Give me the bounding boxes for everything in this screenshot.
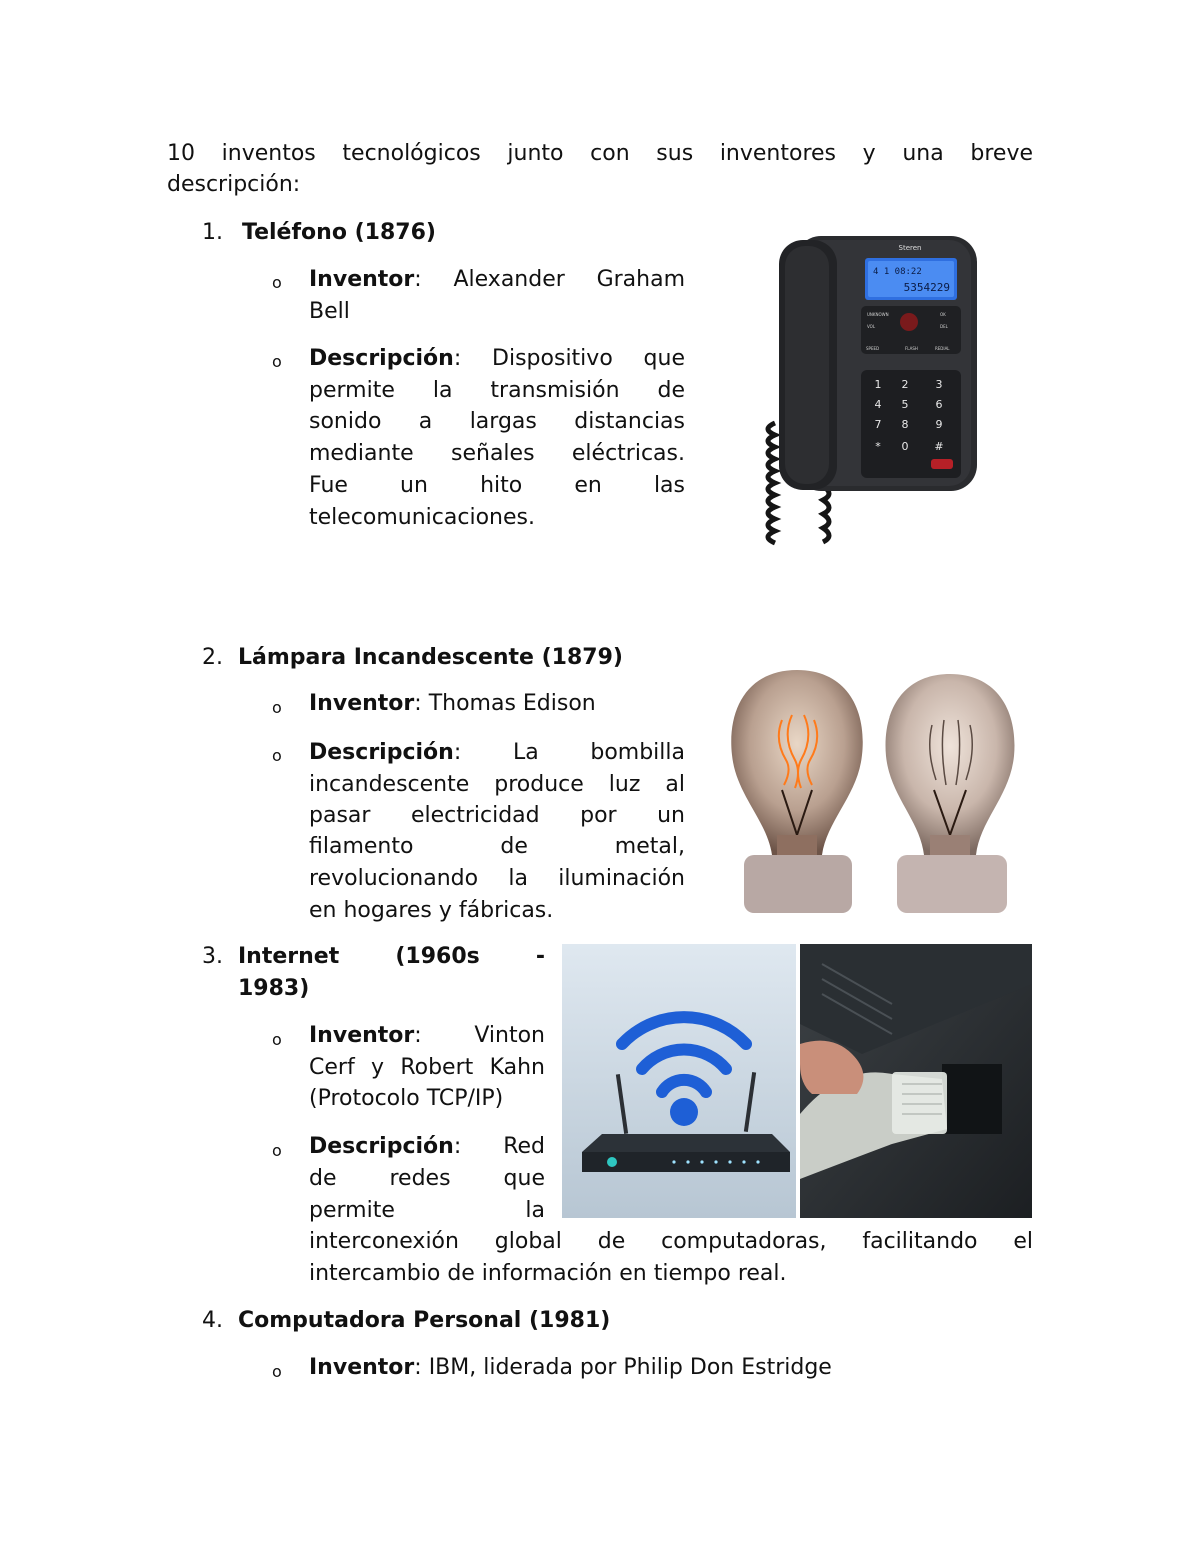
svg-text:FLASH: FLASH	[905, 346, 918, 351]
item-title: 1983)	[238, 976, 310, 1001]
bullet-icon: o	[272, 1362, 282, 1381]
phone-key: #	[934, 440, 944, 453]
desc-text: Fue un hito en las	[309, 473, 685, 498]
inventor-text: Alexander Graham	[453, 267, 685, 292]
desc-text: telecomunicaciones.	[309, 505, 535, 530]
phone-key: 4	[874, 398, 882, 411]
inventor-text: Vinton	[474, 1023, 545, 1048]
desc-text: permite la transmisión de	[309, 378, 685, 403]
desc-text: Dispositivo que	[492, 346, 686, 371]
label-sep: :	[414, 267, 422, 292]
svg-text:DEL: DEL	[940, 324, 948, 329]
svg-text:UNKNOWN: UNKNOWN	[867, 312, 889, 317]
phone-key: 0	[901, 440, 909, 453]
item-title: Internet (1960s -	[238, 944, 545, 969]
label-sep: :	[453, 1134, 462, 1159]
desc-text: incandescente produce luz al	[309, 772, 685, 797]
inventor-label: Inventor	[309, 267, 415, 292]
desc-label: Descripción	[309, 1134, 454, 1159]
desc-label: Descripción	[309, 346, 454, 371]
label-sep: :	[414, 1023, 422, 1048]
wifi-router-and-ethernet-image	[562, 944, 1032, 1218]
label-sep: :	[414, 691, 422, 716]
phone-key: *	[875, 440, 881, 453]
svg-text:VOL: VOL	[867, 324, 876, 329]
svg-text:REDIAL: REDIAL	[935, 346, 950, 351]
svg-text:SPEED: SPEED	[866, 346, 880, 351]
intro-line-1: 10 inventos tecnológicos junto con sus inventores y una breve	[167, 141, 1033, 166]
bullet-icon: o	[272, 746, 282, 765]
desc-line	[309, 737, 685, 769]
desc-line	[309, 343, 685, 375]
inventor-label: Inventor	[309, 1355, 415, 1380]
bullet-icon: o	[272, 352, 282, 371]
intro-line-2: descripción:	[167, 172, 301, 197]
item-number: 3.	[202, 944, 223, 969]
bullet-icon: o	[272, 698, 282, 717]
desc-text: filamento de metal,	[309, 834, 685, 859]
phone-key: 3	[935, 378, 943, 391]
item-title: Teléfono (1876)	[242, 220, 436, 245]
inventor-label: Inventor	[309, 1023, 415, 1048]
inventor-text: (Protocolo TCP/IP)	[309, 1086, 504, 1111]
label-sep: :	[414, 1355, 422, 1380]
desc-text: sonido a largas distancias	[309, 409, 685, 434]
inventor-line	[309, 264, 685, 296]
light-bulbs-image	[722, 660, 1032, 913]
inventor-line	[309, 688, 596, 720]
desc-label: Descripción	[309, 740, 454, 765]
desc-text: La bombilla	[512, 740, 685, 765]
desc-text: Red	[503, 1134, 545, 1159]
bullet-icon: o	[272, 273, 282, 292]
desc-text: de redes que	[309, 1166, 545, 1191]
phone-brand: Steren	[898, 244, 922, 252]
bullet-icon: o	[272, 1141, 282, 1160]
inventor-label: Inventor	[309, 691, 415, 716]
phone-key: 8	[901, 418, 909, 431]
desc-text: permite la	[309, 1198, 545, 1223]
phone-key: 1	[874, 378, 882, 391]
inventor-text: IBM, liderada por Philip Don Estridge	[428, 1355, 832, 1380]
phone-screen-number: 5354229	[903, 281, 950, 294]
inventor-text: Bell	[309, 299, 350, 324]
phone-key: 9	[935, 418, 943, 431]
desc-text: interconexión global de computadoras, facilitando el	[309, 1229, 1033, 1254]
desc-text: intercambio de información en tiempo real.	[309, 1261, 787, 1286]
desc-text: mediante señales eléctricas.	[309, 441, 685, 466]
desc-text: en hogares y fábricas.	[309, 898, 554, 923]
desc-line	[309, 1131, 545, 1163]
item-number: 4.	[202, 1308, 223, 1333]
item-title: Lámpara Incandescente (1879)	[238, 645, 623, 670]
item-number: 2.	[202, 645, 223, 670]
bullet-icon: o	[272, 1030, 282, 1049]
inventor-text: Cerf y Robert Kahn	[309, 1055, 545, 1080]
phone-key: 7	[874, 418, 882, 431]
item-title: Computadora Personal (1981)	[238, 1308, 611, 1333]
telephone-image	[745, 228, 980, 548]
inventor-line	[309, 1020, 545, 1052]
inventor-text: Thomas Edison	[428, 691, 596, 716]
inventor-line	[309, 1352, 832, 1384]
desc-text: revolucionando la iluminación	[309, 866, 685, 891]
phone-key: 6	[935, 398, 943, 411]
item-number: 1.	[202, 220, 223, 245]
label-sep: :	[453, 740, 462, 765]
phone-key: 5	[901, 398, 909, 411]
desc-text: pasar electricidad por un	[309, 803, 685, 828]
label-sep: :	[453, 346, 462, 371]
phone-screen-top: 4 1 08:22	[873, 267, 922, 277]
svg-text:OK: OK	[940, 312, 946, 317]
phone-key: 2	[901, 378, 909, 391]
